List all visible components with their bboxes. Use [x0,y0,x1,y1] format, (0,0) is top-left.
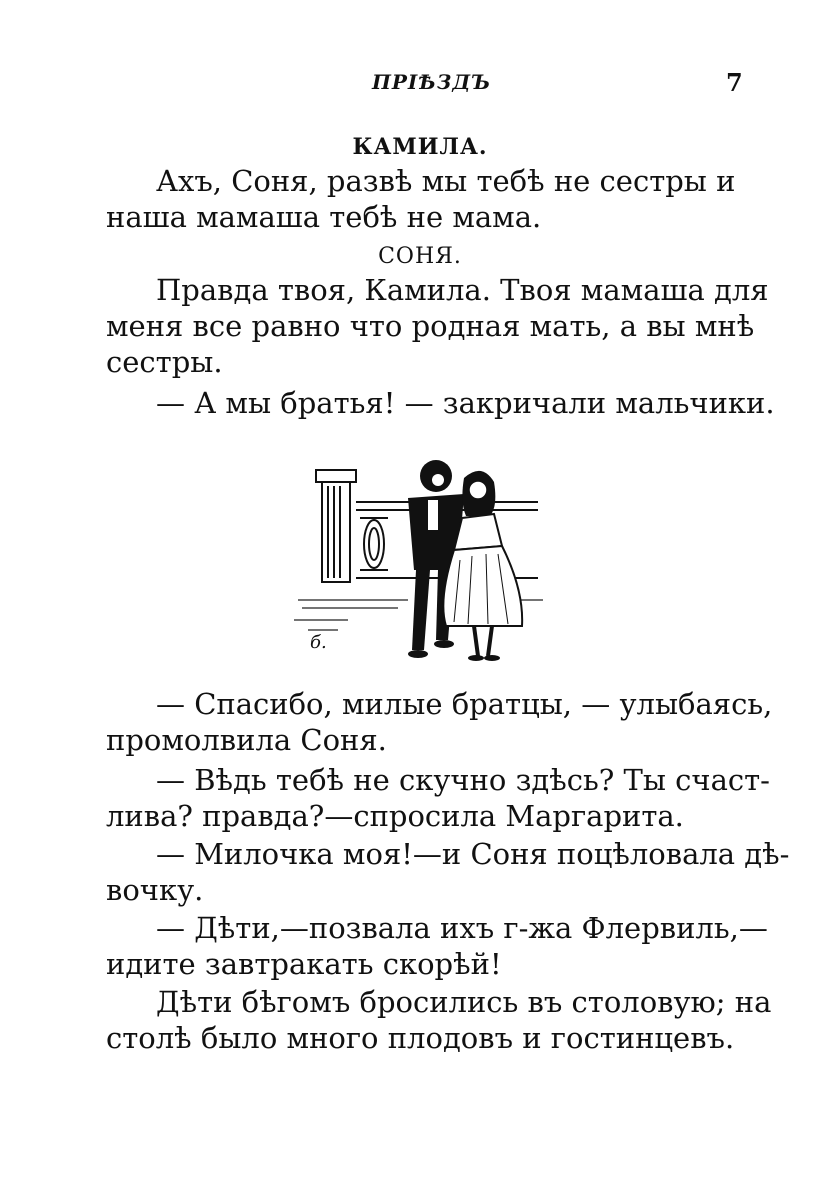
paragraph-line: — А мы братья! — закричали мальчики. [156,386,775,420]
paragraph-8 [106,984,772,1056]
paragraph-6 [106,836,790,908]
illustration-signature: б. [310,632,327,653]
paragraph-line: — Дѣти,—позвала ихъ г-жа Флервиль,— [156,911,768,945]
paragraph-line: меня все равно что родная мать, а вы мнѣ [106,309,755,343]
paragraph-line: Дѣти бѣгомъ бросились въ столовую; на [156,985,772,1019]
paragraph-3 [106,385,775,421]
paragraph-line: вочку. [106,873,204,907]
paragraph-line: — Спасибо, милые братцы, — улыбаясь, [156,687,773,721]
paragraph-line: столѣ было много плодовъ и гостинцевъ. [106,1021,735,1055]
paragraph-line: — Вѣдь тебѣ не скучно здѣсь? Ты счаст- [156,763,770,797]
paragraph-line: идите завтракать скорѣй! [106,947,502,981]
paragraph-7 [106,910,768,982]
paragraph-2 [106,272,769,380]
page-number: 7 [726,68,743,97]
paragraph-line: Ахъ, Соня, развѣ мы тебѣ не сестры и [156,164,736,198]
running-head: ПРІѢЗДЪ [372,70,492,94]
paragraph-line: наша мамаша тебѣ не мама. [106,200,542,234]
paragraph-line: лива? правда?—спросила Маргарита. [106,799,684,833]
speaker-kamila: КАМИЛА. [352,134,488,160]
engraving-children-balcony-icon [288,450,558,670]
paragraph-1 [106,163,741,235]
paragraph-line: промолвила Соня. [106,723,387,757]
paragraph-5 [106,762,770,834]
paragraph-line: сестры. [106,345,223,379]
speaker-sonya: СОНЯ. [378,244,462,269]
paragraph-line: Правда твоя, Камила. Твоя мамаша для [156,273,769,307]
paragraph-line: — Милочка моя!—и Соня поцѣловала дѣ- [156,837,790,871]
paragraph-4 [106,686,773,758]
